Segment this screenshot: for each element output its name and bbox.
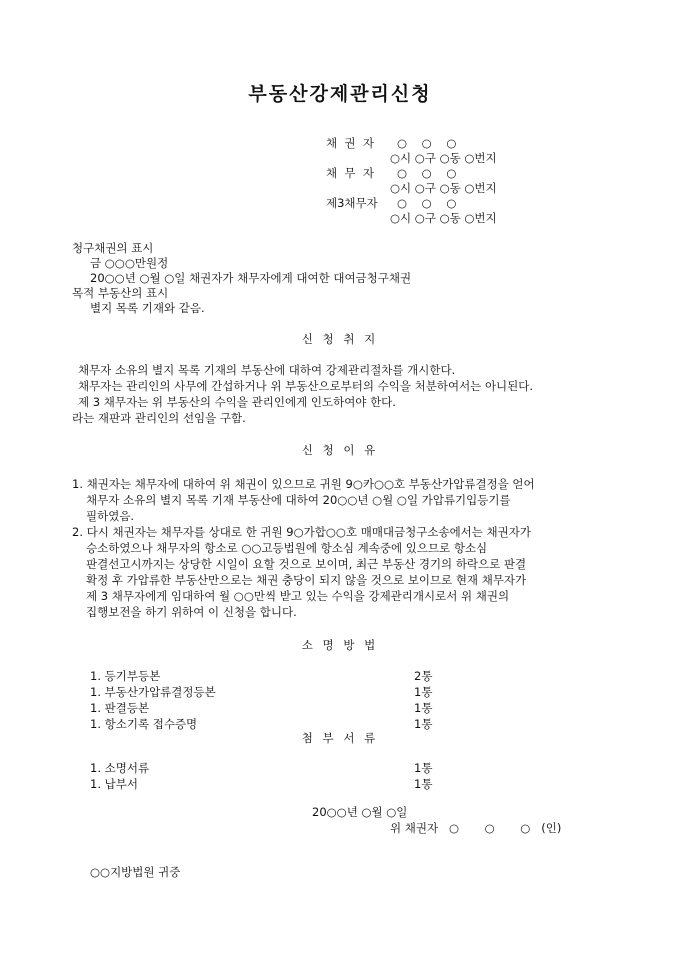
evidence-qty: 1통 [414,717,433,731]
reason-line: 1. 채권자는 채무자에 대하여 위 채권이 있으므로 귀원 9○카○○호 부동산가압류결정을 얻어 [72,477,535,491]
debtor-address: ○시 ○구 ○동 ○번지 [390,181,497,195]
reasons-heading: 신 청 이 유 [301,443,379,457]
evidence-qty: 1통 [414,701,433,715]
attachment-qty: 1통 [414,761,433,775]
claim-amount: 금 ○○○만원정 [90,256,169,270]
evidence-heading: 소 명 방 법 [301,638,379,652]
reason-line: 필하였음. [86,509,135,523]
reason-line: 판결선고시까지는 상당한 시일이 요할 것으로 보이며, 최근 부동산 경기의 하락으로 판결 [86,557,527,571]
evidence-item: 1. 판결등본 [90,701,150,715]
reason-line: 확정 후 가압류한 부동산만으로는 채권 충당이 되지 않을 것으로 보이므로 현재 채무자가 [86,573,527,587]
reason-line: 집행보전을 하기 위하여 이 신청을 합니다. [86,605,297,619]
attachment-item: 1. 소명서류 [90,761,150,775]
signer-line: 위 채권자 ○ ○ ○ (인) [390,821,562,835]
third-debtor-name: ○ ○ ○ [397,196,457,210]
creditor-address: ○시 ○구 ○동 ○번지 [390,151,497,165]
attachments-heading: 첨 부 서 류 [301,731,379,745]
reason-line: 제 3 채무자에게 임대하여 월 ○○만씩 받고 있는 수익을 강제관리개시로서 위 채권의 [86,589,510,603]
evidence-item: 1. 부동산가압류결정등본 [90,685,216,699]
purpose-line: 채무자는 관리인의 사무에 간섭하거나 위 부동산으로부터의 수익을 처분하여서는 아니된다. [78,379,534,393]
third-debtor-address: ○시 ○구 ○동 ○번지 [390,211,497,225]
debtor-label: 채 무 자 [326,166,374,180]
filing-date: 20○○년 ○월 ○일 [312,805,408,819]
court-addressee: ○○지방법원 귀중 [90,865,181,879]
reason-line: 2. 다시 채권자는 채무자를 상대로 한 귀원 9○가합○○호 매매대금청구소송에서는 채권자가 [72,525,531,539]
property-description: 별지 목록 기재와 같음. [90,301,205,315]
document-title: 부동산강제관리신청 [248,83,432,105]
purpose-heading: 신 청 취 지 [301,332,379,346]
creditor-label: 채 권 자 [326,136,374,150]
claim-description: 20○○년 ○월 ○일 채권자가 채무자에게 대여한 대여금청구채권 [90,271,412,285]
third-debtor-label: 제3채무자 [326,196,378,210]
purpose-line: 채무자 소유의 별지 목록 기재의 부동산에 대하여 강제관리절차를 개시한다. [78,363,456,377]
attachment-qty: 1통 [414,777,433,791]
purpose-line: 라는 재판과 관리인의 선임을 구함. [72,411,246,425]
evidence-qty: 1통 [414,685,433,699]
evidence-qty: 2통 [414,669,433,683]
reason-line: 채무자 소유의 별지 목록 기재 부동산에 대하여 20○○년 ○월 ○일 가압류기입등기를 [86,493,511,507]
purpose-line: 제 3 채무자는 위 부동산의 수익을 관리인에게 인도하여야 한다. [78,395,396,409]
evidence-item: 1. 등기부등본 [90,669,161,683]
reason-line: 승소하였으나 채무자의 항소로 ○○고등법원에 항소심 계속중에 있으므로 항소심 [86,541,488,555]
creditor-name: ○ ○ ○ [397,136,457,150]
debtor-name: ○ ○ ○ [397,166,457,180]
evidence-item: 1. 항소기록 접수증명 [90,717,198,731]
attachment-item: 1. 납부서 [90,777,138,791]
claim-heading: 청구채권의 표시 [72,241,154,255]
property-heading: 목적 부동산의 표시 [72,286,169,300]
